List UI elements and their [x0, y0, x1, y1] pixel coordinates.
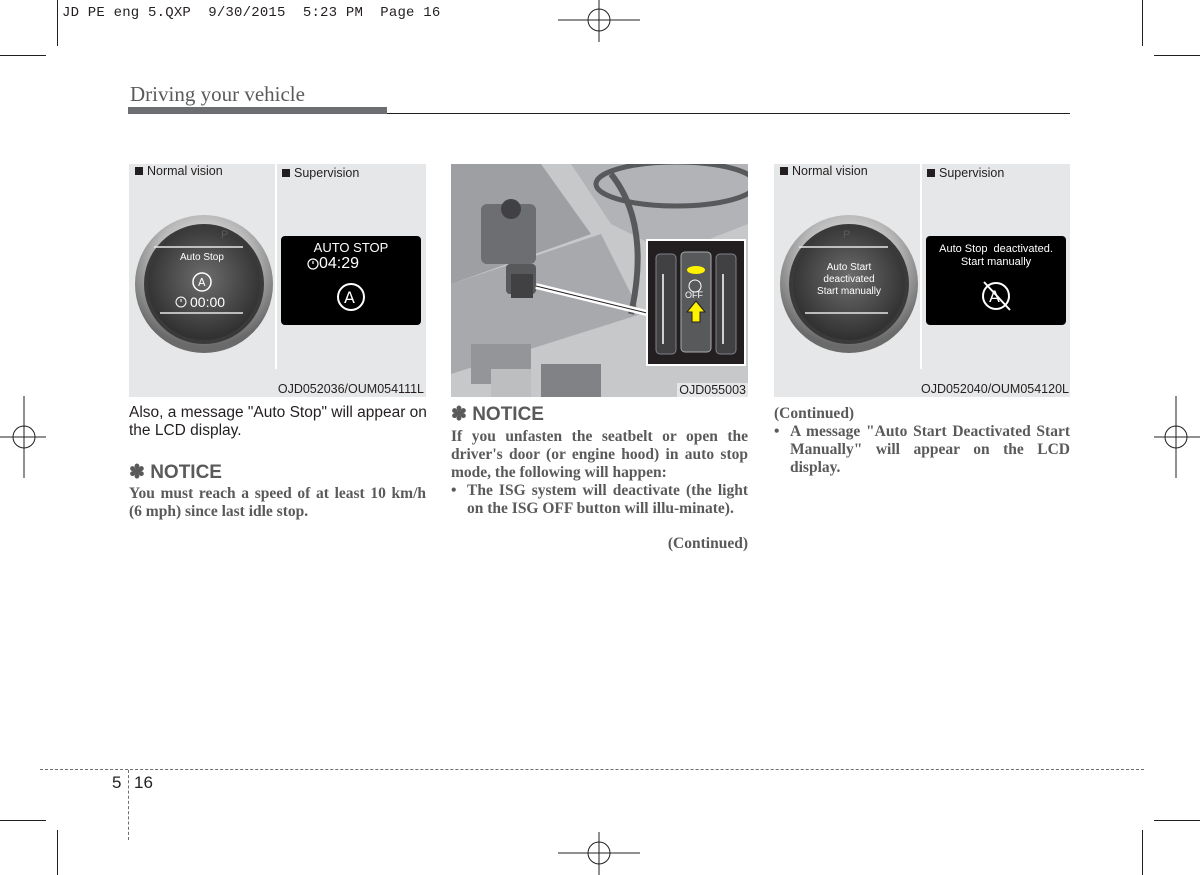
label-supervision: Supervision	[927, 166, 1004, 180]
list-item: • The ISG system will deactivate (the light on the ISG OFF button will illu-minate).	[451, 482, 748, 517]
auto-start-message-bullet: A message "Auto Start Deactivated Start Manually" will appear on the LCD display.	[790, 423, 1070, 476]
svg-text:P: P	[843, 229, 851, 241]
figure-auto-stop-display	[129, 164, 426, 397]
lcd-timer: 04:29	[319, 255, 360, 272]
footer-divider	[128, 770, 129, 840]
isg-off-button-label: OFF	[685, 290, 703, 300]
notice-heading: ✽ NOTICE	[129, 462, 222, 483]
header-rule-thick	[128, 107, 387, 114]
lcd-message-line1: Auto Stop deactivated.	[939, 243, 1053, 255]
gauge-message	[794, 262, 904, 298]
header-rule-thin	[387, 113, 1070, 114]
isg-deactivate-bullet: The ISG system will deactivate (the light on the ISG OFF button will illu-minate).	[467, 482, 748, 517]
label-normal-vision: Normal vision	[135, 164, 223, 178]
print-slug: JD PE eng 5.QXP 9/30/2015 5:23 PM Page 16	[62, 5, 441, 21]
auto-stop-icon	[281, 236, 421, 325]
figure-auto-start-deactivated	[774, 164, 1070, 397]
label-supervision: Supervision	[282, 166, 359, 180]
gauge-message-line1: Auto Start	[826, 262, 872, 273]
figure-code: OJD052040/OUM054120L	[920, 382, 1069, 396]
chapter-number: 5	[112, 773, 122, 792]
notice-intro-text: If you unfasten the seatbelt or open the driver's door (or engine hood) in auto stop mode, the following will happen:	[451, 428, 748, 481]
svg-text:A: A	[989, 287, 1000, 306]
label-normal-vision: Normal vision	[780, 164, 868, 178]
continued-label: (Continued)	[667, 535, 748, 552]
gauge-timer: 00:00	[190, 294, 226, 310]
auto-stop-message-paragraph: Also, a message "Auto Stop" will appear on the LCD display.	[129, 404, 427, 439]
lcd-message-line2: Start manually	[960, 256, 1032, 268]
page-number: 16	[134, 773, 153, 792]
figure-isg-off-button	[451, 164, 748, 397]
lcd-supervision	[926, 236, 1066, 325]
dashboard-illustration	[451, 164, 748, 397]
list-item: • A message "Auto Start Deactivated Start Manually" will appear on the LCD display.	[774, 423, 1070, 476]
auto-stop-off-icon	[926, 236, 1066, 325]
svg-text:P: P	[221, 229, 229, 241]
footer-rule	[40, 769, 1144, 770]
notice-heading: ✽ NOTICE	[451, 404, 544, 425]
figure-code: OJD052036/OUM054111L	[277, 382, 424, 396]
continued-label: (Continued)	[774, 405, 855, 422]
notice-speed-text: You must reach a speed of at least 10 km/h (6 mph) since last idle stop.	[129, 485, 426, 520]
svg-text:A: A	[198, 276, 206, 289]
figure-code: OJD055003	[679, 383, 746, 397]
section-title: Driving your vehicle	[130, 82, 305, 106]
gauge-message-line2: deactivated	[823, 274, 875, 285]
gauge-auto-stop-text: Auto Stop	[180, 252, 224, 263]
gauge-message-line3: Start manually	[817, 286, 881, 297]
lcd-auto-stop-text: AUTO STOP	[313, 240, 389, 255]
svg-text:A: A	[344, 288, 355, 307]
lcd-supervision	[281, 236, 421, 325]
